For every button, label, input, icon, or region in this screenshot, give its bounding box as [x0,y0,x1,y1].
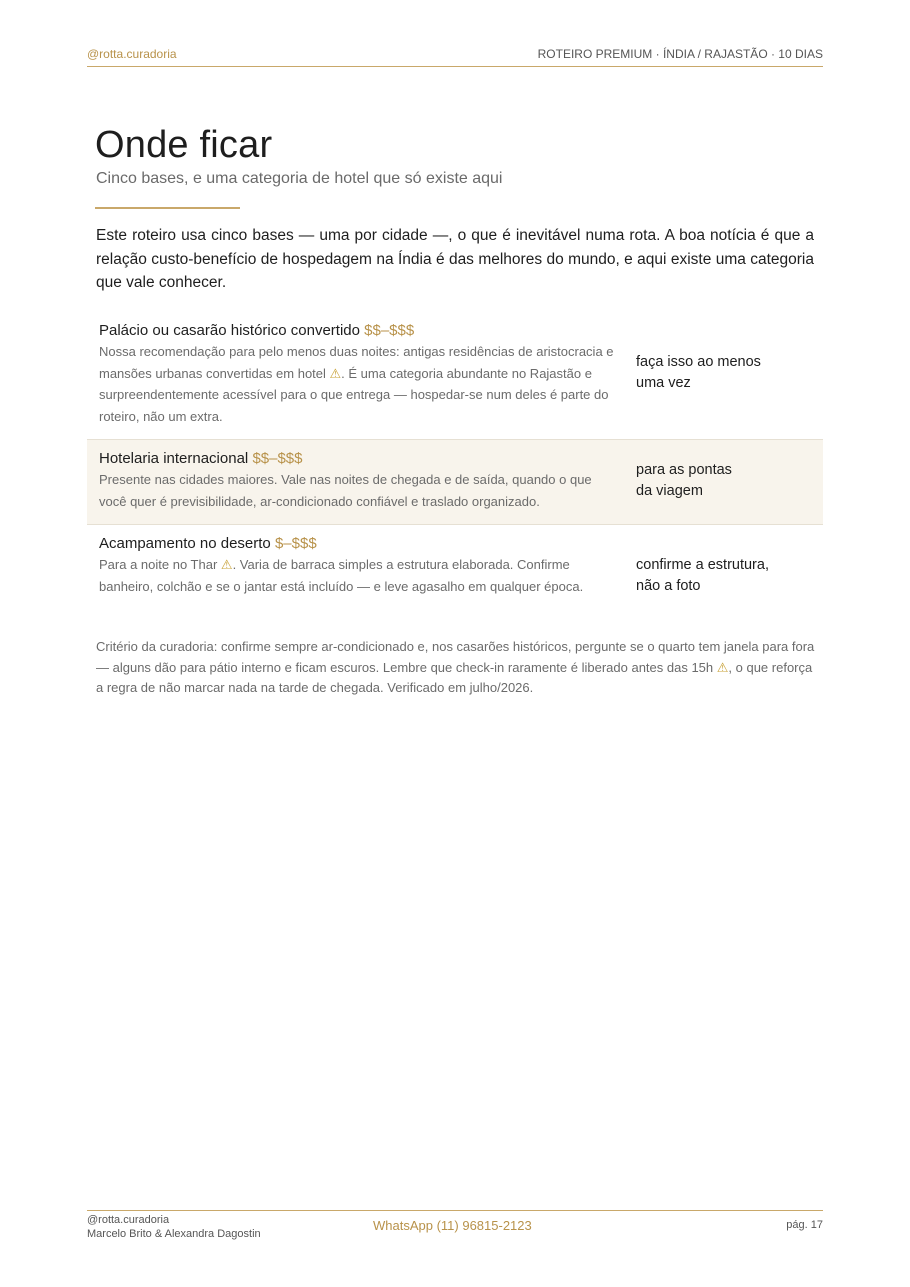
footer-authors: Marcelo Brito & Alexandra Dagostin [87,1228,261,1240]
whatsapp-contact: WhatsApp (11) 96815-2123 [373,1218,532,1233]
price-range: $$–$$$ [364,322,415,339]
lodging-title [99,322,614,339]
lodging-note: para as pontas da viagem [636,462,732,499]
document-title: ROTEIRO PREMIUM · ÍNDIA / RAJASTÃO · 10 DIAS [537,47,823,61]
lodging-title [99,450,614,467]
lodging-description: Para a noite no Thar ⚠. Varia de barraca simples a estrutura elaborada. Confirme banheiro, colchão e se o jantar está incluído — e leve agasalho em qualquer época. [99,557,584,594]
lodging-name: Hotelaria internacional [99,450,249,467]
page-title: Onde ficar [95,124,273,166]
footer-credits [87,1213,261,1241]
lodging-note: faça isso ao menos uma vez [636,354,761,391]
page-header [87,46,823,67]
accent-divider [95,207,240,209]
page-number: pág. 17 [786,1219,823,1231]
lodging-title [99,535,614,552]
warning-icon: ⚠ [329,365,342,381]
lodging-row-palace [87,313,823,440]
price-range: $$–$$$ [252,450,303,467]
lodging-name: Acampamento no deserto [99,535,271,552]
warning-icon: ⚠ [716,659,729,675]
lodging-description: Nossa recomendação para pelo menos duas noites: antigas residências de aristocracia e mansões urbanas convertidas em hotel ⚠. É uma categoria abundante no Rajastão e surpreendentemente acessível para o que entrega — hospedar-se num deles é parte do roteiro, não um extra. [99,344,614,424]
warning-icon: ⚠ [220,557,233,572]
lodging-row-international [87,440,823,525]
lodging-table [87,313,823,629]
lodging-note: confirme a estrutura, não a foto [636,557,769,594]
page-footer [87,1210,823,1245]
page-subtitle: Cinco bases, e uma categoria de hotel que só existe aqui [96,170,503,187]
lodging-row-desert-camp [87,525,823,629]
lodging-description: Presente nas cidades maiores. Vale nas noites de chegada e de saída, quando o que você quer é previsibilidade, ar-condicionado confiável e traslado organizado. [99,472,592,509]
price-range: $–$$$ [274,535,317,552]
footer-handle: @rotta.curadoria [87,1214,170,1226]
intro-paragraph: Este roteiro usa cinco bases — uma por cidade —, o que é inevitável numa rota. A boa notícia é que a relação custo-benefício de hospedagem na Índia é das melhores do mundo, e aqui existe uma categoria que vale conhecer. [96,227,814,291]
brand-handle: @rotta.curadoria [87,47,177,61]
curation-criterion: Critério da curadoria: confirme sempre ar-condicionado e, nos casarões históricos, pergunte se o quarto tem janela para fora — alguns dão para pátio interno e ficam escuros. Lembre que check-in raramente é liberado antes das 15h ⚠, o que reforça a regra de não marcar nada na tarde de chegada. Verificado em julho/2026. [96,639,815,695]
lodging-name: Palácio ou casarão histórico convertido [99,322,360,339]
